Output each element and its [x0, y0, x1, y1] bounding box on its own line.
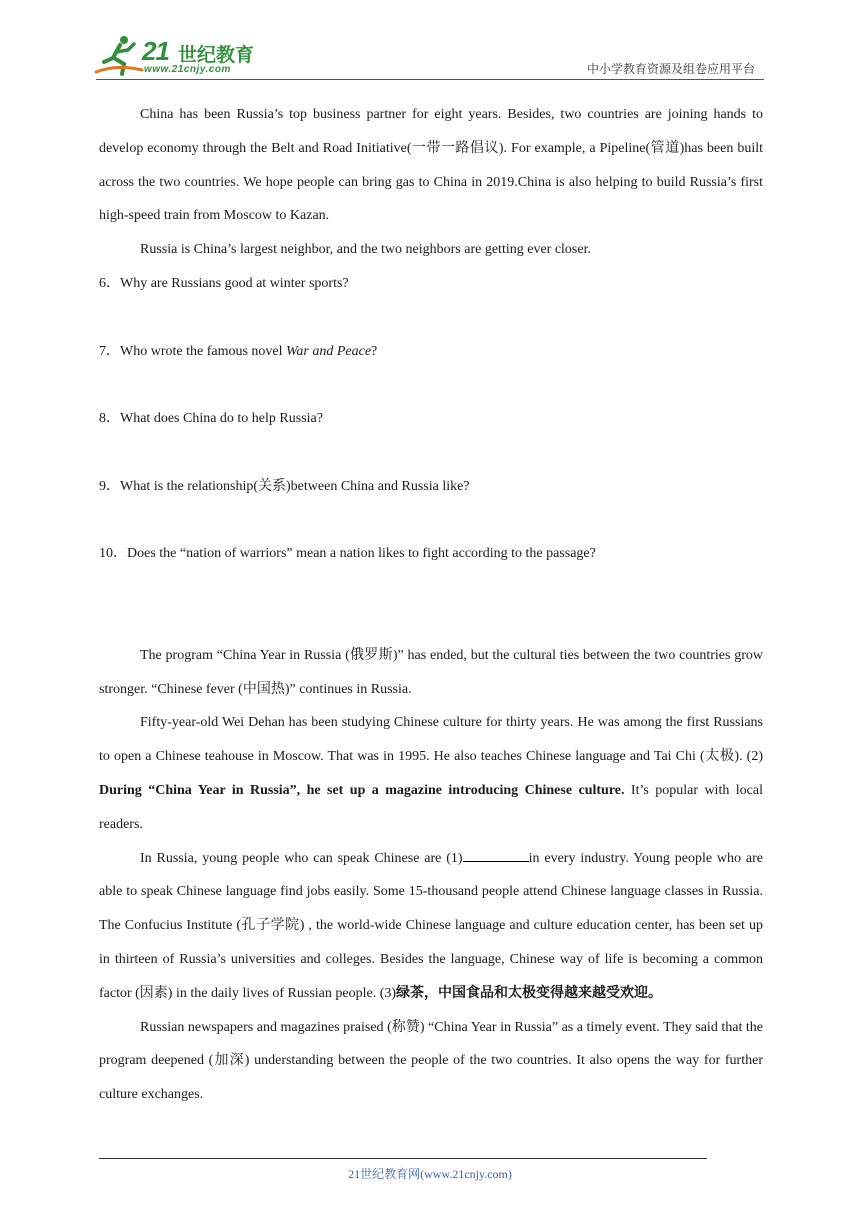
runner-icon: [94, 34, 144, 78]
passage2-p2-text: Fifty-year-old Wei Dehan has been studying Chinese culture for thirty years. He was among the first Russians to open a Chinese teahouse in Moscow. That was in 1995. He also teaches Chinese language and Tai Chi (太极). (2): [99, 715, 763, 765]
answer-space: [99, 301, 763, 335]
answer-space: [99, 436, 763, 470]
fill-in-blank-1[interactable]: [463, 847, 529, 862]
page-header: [0, 0, 860, 90]
question-7-text: 7．Who wrote the famous novel: [99, 343, 287, 359]
question-8: 8．What does China do to help Russia?: [99, 411, 323, 427]
logo-url: www.21cnjy.com: [144, 64, 231, 75]
passage2-paragraph-3: [99, 842, 763, 1011]
document-body: [99, 98, 763, 1112]
site-logo: [94, 34, 264, 78]
question-10: 10．Does the “nation of warriors” mean a nation likes to fight according to the passage?: [99, 546, 596, 562]
passage2-p2-end: It’s popular with local readers.: [99, 782, 763, 832]
logo-number: 21: [142, 36, 169, 66]
passage2-paragraph-2: [99, 706, 763, 841]
logo-chinese-text: 世纪教育: [178, 44, 255, 66]
passage2-p3-rest: in every industry. Young people who are able to speak Chinese language find jobs easily. Some 15-thousand people attend Chinese language classes in Russia. The Confucius Institute (孔子学院) , the world-wide Chinese language and culture education center, has been set up in thirteen of Russia’s universities and colleges. Besides the language, Chinese way of life is becoming a common factor (因素) in the daily lives of Russian people. (3): [99, 850, 764, 1001]
answer-space: [99, 504, 763, 538]
footer-divider: [99, 1158, 707, 1159]
passage2-paragraph-1: The program “China Year in Russia (俄罗斯)” has ended, but the cultural ties between the two countries grow stronger. “Chinese fever (中国热)” continues in Russia.: [99, 647, 763, 697]
header-divider: [96, 79, 764, 80]
page-footer: 21世纪教育网(www.21cnjy.com): [348, 1167, 512, 1181]
question-7: [99, 335, 763, 369]
question-6: 6．Why are Russians good at winter sports?: [99, 275, 349, 291]
question-9: 9．What is the relationship(关系)between China and Russia like?: [99, 478, 470, 494]
passage1-paragraph-2: Russia is China’s largest neighbor, and the two neighbors are getting ever closer.: [140, 242, 591, 258]
passage2-p3-text: In Russia, young people who can speak Chinese are (1): [140, 850, 463, 866]
translation-sentence-3: 绿茶，中国食品和太极变得越来越受欢迎。: [396, 985, 663, 1001]
question-7-end: ?: [371, 343, 378, 359]
answer-space: [99, 368, 763, 402]
header-platform-text: 中小学教育资源及组卷应用平台: [586, 62, 755, 76]
translation-sentence-2: During “China Year in Russia”, he set up a magazine introducing Chinese culture.: [99, 782, 625, 798]
passage2-paragraph-4: Russian newspapers and magazines praised (称赞) “China Year in Russia” as a timely event. They said that the program deepened (加深) understanding between the people of the two countries. It also opens the way for further culture exchanges.: [99, 1019, 763, 1103]
novel-title: War and Peace: [286, 343, 372, 359]
answer-space: [99, 571, 763, 639]
passage1-paragraph-1: China has been Russia’s top business partner for eight years. Besides, two countries are joining hands to develop economy through the Belt and Road Initiative(一带一路倡议). For example, a Pipeline(管道)has been built across the two countries. We hope people can bring gas to China in 2019.China is also helping to build Russia’s first high-speed train from Moscow to Kazan.: [99, 107, 763, 224]
